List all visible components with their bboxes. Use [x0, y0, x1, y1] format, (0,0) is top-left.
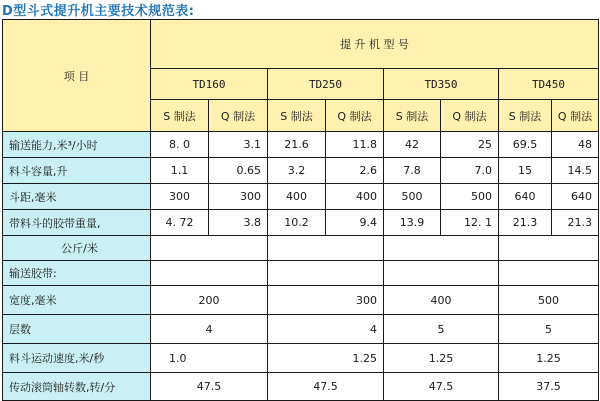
- table-cell: 69.5: [499, 132, 552, 158]
- method-s-header: S 制法: [268, 100, 326, 132]
- model-header-td450: TD450: [499, 69, 599, 100]
- table-cell: 300: [151, 184, 209, 210]
- table-cell: 1.0: [151, 344, 268, 373]
- table-row: [3, 210, 599, 236]
- table-row: [3, 315, 599, 344]
- table-row: [3, 373, 599, 401]
- method-q-header: Q 制法: [441, 100, 499, 132]
- table-cell: 1.25: [499, 344, 599, 373]
- table-row: [3, 344, 599, 373]
- table-cell: 42: [384, 132, 441, 158]
- table-cell: 500: [499, 286, 599, 315]
- table-cell: 10.2: [268, 210, 326, 236]
- table-cell: 0.65: [209, 158, 268, 184]
- table-cell: 13.9: [384, 210, 441, 236]
- table-cell: 5: [384, 315, 499, 344]
- row-label: 传动滚筒轴转数,转/分: [3, 373, 151, 401]
- table-cell: 400: [384, 286, 499, 315]
- table-cell: 48: [552, 132, 599, 158]
- table-row: [3, 261, 599, 286]
- item-header: 项 目: [3, 20, 151, 132]
- table-row: [3, 286, 599, 315]
- table-row: [3, 132, 599, 158]
- table-cell: 7.8: [384, 158, 441, 184]
- table-cell: 14.5: [552, 158, 599, 184]
- table-cell: 3.2: [268, 158, 326, 184]
- table-cell: 11.8: [326, 132, 384, 158]
- model-header-td350: TD350: [384, 69, 499, 100]
- row-label: 料斗容量,升: [3, 158, 151, 184]
- table-cell: 9.4: [326, 210, 384, 236]
- table-cell: 500: [441, 184, 499, 210]
- model-header-td160: TD160: [151, 69, 268, 100]
- table-cell: 1.25: [384, 344, 499, 373]
- model-header-td250: TD250: [268, 69, 384, 100]
- table-cell: 47.5: [384, 373, 499, 401]
- table-cell: 640: [499, 184, 552, 210]
- table-cell: 4. 72: [151, 210, 209, 236]
- table-cell: 21.6: [268, 132, 326, 158]
- row-label: 输送胶带:: [3, 261, 151, 286]
- table-cell: 1.1: [151, 158, 209, 184]
- table-cell: 25: [441, 132, 499, 158]
- table-cell: 400: [268, 184, 326, 210]
- table-cell: 21.3: [499, 210, 552, 236]
- table-row: [3, 158, 599, 184]
- row-label: 料斗运动速度,米/秒: [3, 344, 151, 373]
- row-label: 层数: [3, 315, 151, 344]
- method-q-header: Q 制法: [326, 100, 384, 132]
- table-cell: 21.3: [552, 210, 599, 236]
- table-cell: 37.5: [499, 373, 599, 401]
- table-cell: 5: [499, 315, 599, 344]
- table-cell: 300: [268, 286, 384, 315]
- row-label: 输送能力,米³/小时: [3, 132, 151, 158]
- method-s-header: S 制法: [384, 100, 441, 132]
- table-cell: 2.6: [326, 158, 384, 184]
- row-label: 宽度,毫米: [3, 286, 151, 315]
- method-q-header: Q 制法: [209, 100, 268, 132]
- row-label: 斗距,毫米: [3, 184, 151, 210]
- table-cell: 12. 1: [441, 210, 499, 236]
- table-cell: 640: [552, 184, 599, 210]
- table-cell: 500: [384, 184, 441, 210]
- table-cell: 200: [151, 286, 268, 315]
- table-cell: 8. 0: [151, 132, 209, 158]
- table-cell: 1.25: [268, 344, 384, 373]
- method-s-header: S 制法: [499, 100, 552, 132]
- table-cell: 7.0: [441, 158, 499, 184]
- method-q-header: Q 制法: [552, 100, 599, 132]
- table-cell: 4: [268, 315, 384, 344]
- row-label: 带料斗的胶带重量,: [3, 210, 151, 236]
- table-cell: 300: [209, 184, 268, 210]
- table-cell: 15: [499, 158, 552, 184]
- table-row: [3, 236, 599, 261]
- method-s-header: S 制法: [151, 100, 209, 132]
- row-label: 公斤/米: [3, 236, 151, 261]
- model-group-header: 提 升 机 型 号: [151, 20, 599, 69]
- page-title: D型斗式提升机主要技术规范表:: [2, 4, 195, 19]
- table-cell: 3.1: [209, 132, 268, 158]
- table-cell: 4: [151, 315, 268, 344]
- table-cell: 3.8: [209, 210, 268, 236]
- table-row: [3, 184, 599, 210]
- table-cell: 47.5: [268, 373, 384, 401]
- table-cell: 400: [326, 184, 384, 210]
- table-cell: 47.5: [151, 373, 268, 401]
- spec-table: [2, 19, 599, 401]
